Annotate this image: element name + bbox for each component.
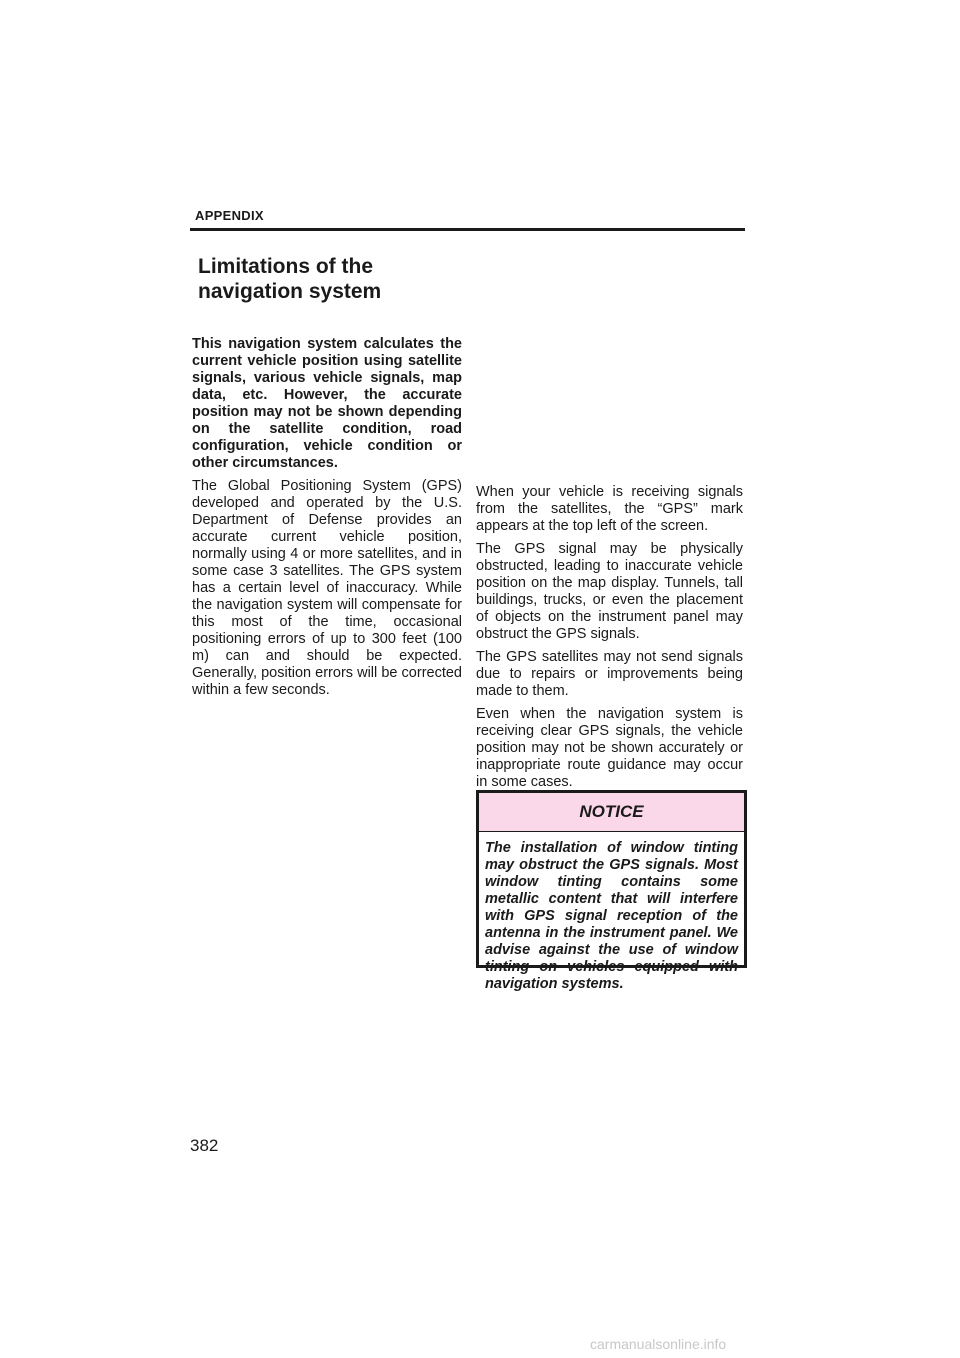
gps-paragraph: The Global Positioning System (GPS) developed and operated by the U.S. Department of Defense provides an accurate current vehicle position, normally using 4 or more satellites, and in some case 3 satellites. The GPS system has a certain level of inaccuracy. While the navigation system will compensate for this most of the time, occasional positioning errors of up to 300 feet (100 m) can and should be expected. Generally, position errors will be corrected within a few seconds. [192,478,462,698]
left-column [192,336,462,705]
title-line-1: Limitations of the [198,255,373,278]
header-rule [190,228,745,231]
section-label: APPENDIX [195,208,264,223]
right-column [476,484,743,797]
page-number: 382 [190,1136,219,1155]
notice-body: The installation of window tinting may obstruct the GPS signals. Most window tinting contains some metallic content that will interfere with GPS signal reception of the antenna in the instrument panel. We advise against the use of window tinting on vehicles equipped with navigation systems. [485,840,738,992]
notice-heading: NOTICE [479,793,744,832]
right-paragraph-4: Even when the navigation system is receiving clear GPS signals, the vehicle position may not be shown accurately or inappropriate route guidance may occur in some cases. [476,706,743,790]
right-paragraph-2: The GPS signal may be physically obstructed, leading to inaccurate vehicle position on the map display. Tunnels, tall buildings, trucks, or even the placement of objects on the instrument panel may obstruct the GPS signals. [476,541,743,642]
notice-box [476,790,747,992]
page-title [198,254,458,304]
right-paragraph-1: When your vehicle is receiving signals from the satellites, the “GPS” mark appears at the top left of the screen. [476,484,743,534]
right-paragraph-3: The GPS satellites may not send signals due to repairs or improvements being made to them. [476,649,743,699]
intro-paragraph: This navigation system calculates the current vehicle position using satellite signals, various vehicle signals, map data, etc. However, the accurate position may not be shown depending on the satellite condition, road configuration, vehicle condition or other circumstances. [192,336,462,471]
watermark: carmanualsonline.info [590,1336,727,1352]
title-line-2: navigation system [198,280,382,303]
